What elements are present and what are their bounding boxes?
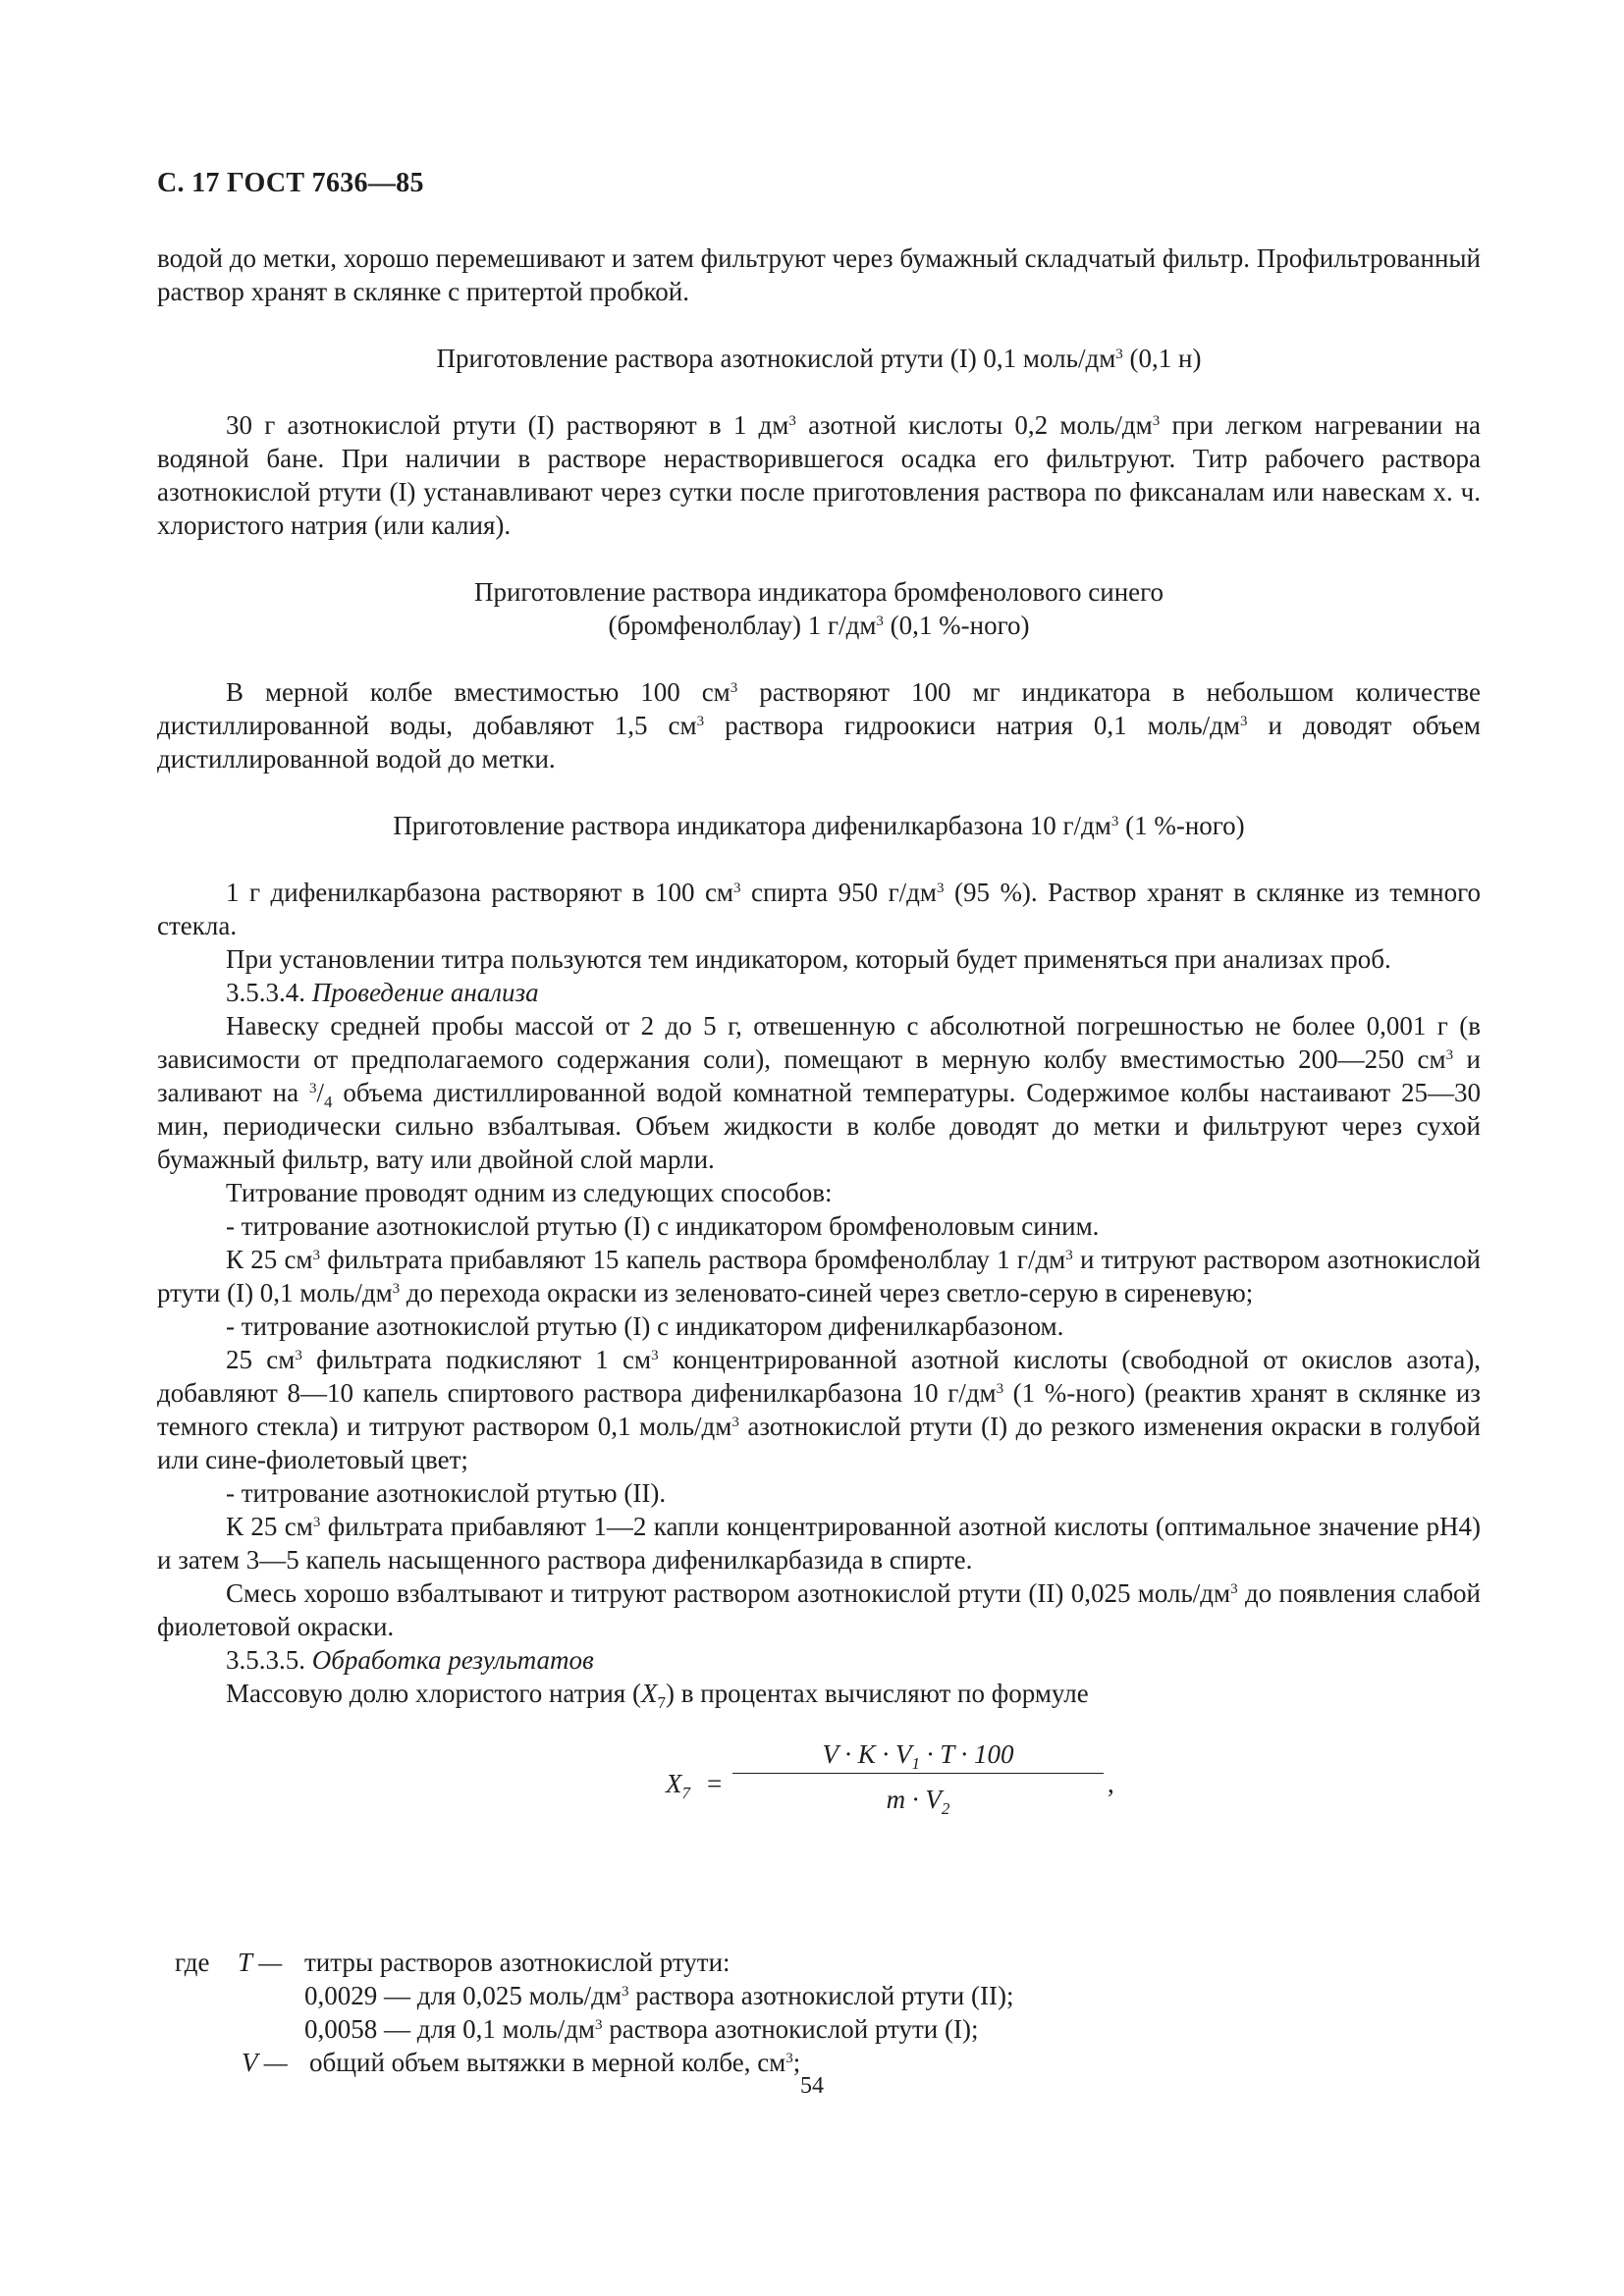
formula-equals: = <box>707 1769 723 1798</box>
paragraph: К 25 $см^3$ фильтрата прибавляют 15 капель раствора бромфенолблау 1 $г/дм^3$ и титруют раствором азотнокислой ртути (I) 0,1 моль/$дм^3$ до перехода окраски из зеленовато-синей через светло-серую в сиреневую; <box>157 1245 1481 1308</box>
paragraph: Навеску средней пробы массой от 2 до 5 г, отвешенную с абсолютной погрешностью не более 0,001 г (в зависимости от предполагаемого содержания соли), помещают в мерную колбу вместимостью 200—250 $см^3$ и заливают на $^3/_4$ объема дистиллированной водой комнатной температуры. Содержимое колбы настаивают 25—30 мин, периодически сильно взбалтывая. Объем жидкости в колбе доводят до метки и фильтруют через сухой бумажный фильтр, вату или двойной слой марли. <box>157 1011 1482 1174</box>
definition-text: 0,0058 — для 0,1 моль/$дм^3$ раствора азотнокислой ртути (I); <box>304 2014 979 2044</box>
paragraph: При установлении титра пользуются тем индикатором, который будет применяться при анализах проб. <box>226 944 1391 974</box>
variable-definitions <box>157 1946 1481 2079</box>
paragraph: водой до метки, хорошо перемешивают и затем фильтруют через бумажный складчатый фильтр. Профильтрованный раствор хранят в склянке с притертой пробкой. <box>157 243 1481 306</box>
list-item: - титрование азотнокислой ртутью (II). <box>226 1478 667 1508</box>
subsection-heading: 3.5.3.4. Проведение анализа <box>226 978 539 1007</box>
formula-denominator: $m \cdot V_2$ <box>886 1785 950 1818</box>
definition-text: титры растворов азотнокислой ртути: <box>304 1948 731 1977</box>
definition-text: 0,0029 — для 0,025 моль/$дм^3$ раствора азотнокислой ртути (II); <box>304 1981 1014 2010</box>
definition-row <box>157 1946 1481 1979</box>
document-body <box>157 241 1481 1849</box>
definition-row <box>157 2012 1481 2046</box>
formula <box>157 1735 1481 1834</box>
section-heading: Приготовление раствора индикатора дифенилкарбазона 10 $г/дм^3$ (1 %-ного) <box>393 811 1245 840</box>
page-header: С. 17 ГОСТ 7636—85 <box>157 168 424 198</box>
paragraph: Титрование проводят одним из следующих способов: <box>226 1178 833 1207</box>
paragraph: 1 г дифенилкарбазона растворяют в 100 $см^3$ спирта 950 $г/дм^3$ (95 %). Раствор хранят в склянке из темного стекла. <box>157 878 1481 940</box>
page-number: 54 <box>800 2073 824 2099</box>
paragraph: Смесь хорошо взбалтывают и титруют раствором азотнокислой ртути (II) 0,025 моль/$дм^3$ до появления слабой фиолетовой окраски. <box>157 1578 1481 1641</box>
paragraph: Массовую долю хлористого натрия $(X_7)$ в процентах вычисляют по формуле <box>226 1679 1089 1712</box>
paragraph: 30 г азотнокислой ртути (I) растворяют в 1 $дм^3$ азотной кислоты 0,2 моль/$дм^3$ при легком нагревании на водяной бане. При наличии в растворе нерастворившегося осадка его фильтруют. Титр рабочего раствора азотнокислой ртути (I) устанавливают через сутки после приготовления раствора по фиксаналам или навескам х. ч. хлористого натрия (или калия). <box>157 410 1481 540</box>
variable-symbol: T — <box>238 1948 283 1977</box>
list-item: - титрование азотнокислой ртутью (I) с индикатором дифенилкарбазоном. <box>226 1311 1064 1341</box>
subsection-heading: 3.5.3.5. Обработка результатов <box>226 1645 594 1675</box>
formula-lhs: $X_7$ <box>666 1769 690 1802</box>
list-item: - титрование азотнокислой ртутью (I) с индикатором бромфеноловым синим. <box>226 1211 1100 1241</box>
paragraph: 25 $см^3$ фильтрата подкисляют 1 $см^3$ концентрированной азотной кислоты (свободной от окислов азота), добавляют 8—10 капель спиртового раствора дифенилкарбазона 10 $г/дм^3$ (1 %-ного) (реактив хранят в склянке из темного стекла) и титруют раствором 0,1 моль/$дм^3$ азотнокислой ртути (I) до резкого изменения окраски в голубой или сине-фиолетовый цвет; <box>157 1345 1481 1474</box>
section-heading: Приготовление раствора индикатора бромфенолового синего (бромфенолблау) 1 $г/дм^3$ (0,1 %-ного) <box>473 577 1164 640</box>
variable-symbol: V — <box>242 2048 288 2077</box>
paragraph: К 25 $см^3$ фильтрата прибавляют 1—2 капли концентрированной азотной кислоты (оптимальное значение pH4) и затем 3—5 капель насыщенного раствора дифенилкарбазида в спирте. <box>157 1512 1481 1575</box>
formula-comma: , <box>1108 1769 1114 1798</box>
where-label: где <box>175 1948 210 1977</box>
definition-text: общий объем вытяжки в мерной колбе, $см^3$; <box>309 2048 801 2077</box>
section-heading: Приготовление раствора азотнокислой ртути (I) 0,1 моль/$дм^3$ (0,1 н) <box>436 344 1202 373</box>
formula-numerator: $V \cdot K \cdot V_1 \cdot T \cdot 100$ <box>732 1737 1104 1774</box>
paragraph: В мерной колбе вместимостью 100 $см^3$ растворяют 100 мг индикатора в небольшом количестве дистиллированной воды, добавляют 1,5 $см^3$ раствора гидроокиси натрия 0,1 моль/$дм^3$ и доводят объем дистиллированной водой до метки. <box>157 677 1481 774</box>
definition-row <box>157 1979 1481 2012</box>
